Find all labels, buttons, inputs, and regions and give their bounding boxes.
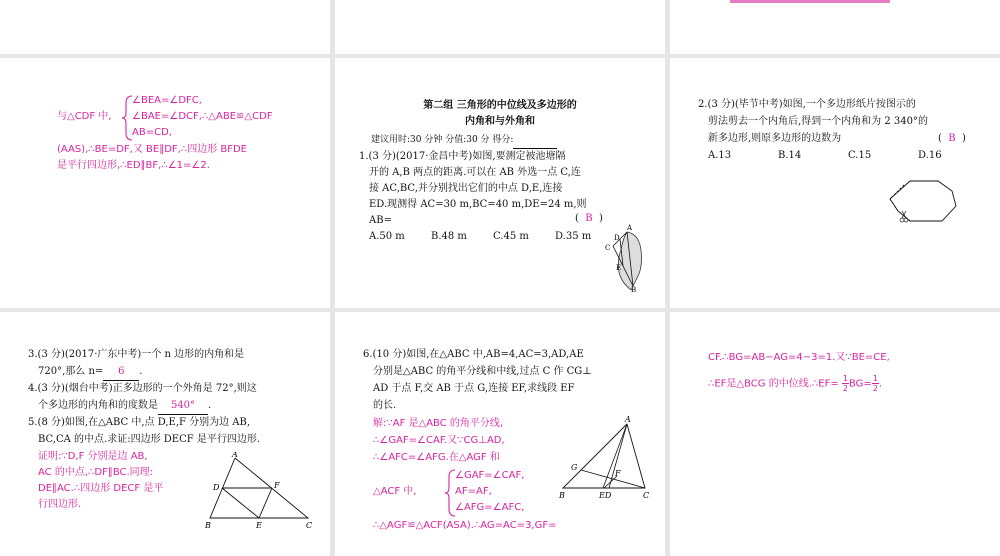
q6-brace-3: ∠AFG=∠AFC, <box>455 502 525 513</box>
fig5-label-a: A <box>232 452 238 459</box>
meta-line: 建议用时:30 分钟 分值:30 分 得分: <box>371 132 557 149</box>
q1-line-2: 开的 A,B 两点的距离.可以在 AB 外选一点 C,连 <box>369 167 581 178</box>
q1-answer: B <box>585 213 593 224</box>
q5-proof-2: AC 的中点,∴DF∥BC.同理: <box>38 467 154 478</box>
p4-line1-prefix: 与△CDF 中, <box>57 111 112 122</box>
q1-line-1: 1.(3 分)(2017·金昌中考)如图,要测定被池塘隔 <box>359 151 566 162</box>
fig5-label-d: D <box>213 483 220 492</box>
q5-proof-1: 证明:∵D,F 分别是边 AB, <box>38 451 148 462</box>
q6-sol-3: ∴∠AFC=∠AFG.在△AGF 和 <box>373 452 500 463</box>
fraction-2: $\frac{1}{2}$ <box>872 374 878 393</box>
fig6-label-f: F <box>615 469 621 478</box>
q2-option-b: B.14 <box>778 150 802 161</box>
panel-p4 <box>0 58 330 308</box>
pond-figure <box>597 220 657 292</box>
fig6-label-ed: ED <box>599 491 612 500</box>
q3-line-2: 720°,那么 n= 6 . <box>38 364 142 381</box>
q1-answer-bracket: ( B ) <box>575 213 603 224</box>
q4-answer: 540° <box>158 398 208 415</box>
q2-line-2: 剪法剪去一个内角后,得到一个内角和为 2 340°的 <box>708 116 928 127</box>
q1-line-4: ED.现测得 AC=30 m,BC=40 m,DE=24 m,则 <box>369 199 587 210</box>
q6-line-1: 6.(10 分)如图,在△ABC 中,AB=4,AC=3,AD,AE <box>363 349 584 360</box>
q1-option-a: A.50 m <box>369 231 405 242</box>
fig1-label-a: A <box>627 224 633 232</box>
q2-line-1: 2.(3 分)(毕节中考)如图,一个多边形纸片按图示的 <box>698 99 916 110</box>
panel-p5 <box>335 58 665 308</box>
q6-sol-1: 解:∵AF 是△ABC 的角平分线, <box>373 418 504 429</box>
q1-option-b: B.48 m <box>431 231 467 242</box>
fig5-label-b: B <box>205 521 211 530</box>
p4-brace-1: ∠BEA=∠DFC, <box>132 95 202 106</box>
q2-line-3: 新多边形,则原多边形的边数为 <box>708 133 842 144</box>
fig6-label-g: G <box>571 463 578 472</box>
fig1-label-b: B <box>631 286 637 292</box>
p4-line3: 是平行四边形,∴ED∥BF,∴∠1=∠2. <box>57 160 210 171</box>
q1-option-c: C.45 m <box>493 231 529 242</box>
p9-line1: CF.∴BG=AB−AG=4−3=1.又∵BE=CE, <box>708 352 890 363</box>
q4-line-2: 个多边形的内角和的度数是 540° . <box>38 398 211 415</box>
panel-p9 <box>670 312 1000 556</box>
panel-p8 <box>335 312 665 556</box>
fig1-label-c: C <box>605 244 611 252</box>
p4-brace-3: AB=CD, <box>132 127 172 138</box>
fig6-label-c: C <box>643 491 650 500</box>
fig5-label-c: C <box>306 521 313 530</box>
fig1-label-d: D <box>614 234 620 242</box>
panel-p6 <box>670 58 1000 308</box>
fig5-label-e: E <box>256 521 262 530</box>
fig6-label-b: B <box>559 491 565 500</box>
q5-proof-4: 行四边形. <box>38 499 82 510</box>
q2-option-c: C.15 <box>848 150 872 161</box>
q1-line-3: 接 AC,BC,并分别找出它们的中点 D,E,连接 <box>369 183 563 194</box>
q6-sol-brace-prefix: △ACF 中, <box>373 486 417 497</box>
q6-line-4: 的长. <box>373 400 397 411</box>
q6-sol-last: ∴△AGF≌△ACF(ASA).∴AG=AC=3,GF= <box>373 520 557 531</box>
q6-line-2: 分别是△ABC 的角平分线和中线,过点 C 作 CG⊥ <box>373 366 592 377</box>
top-right-panel <box>670 0 1000 54</box>
triangle-agf-figure <box>553 412 657 502</box>
fig6-label-a: A <box>625 415 631 424</box>
q6-line-3: AD 于点 F,交 AB 于点 G,连接 EF,求线段 EF <box>373 383 575 394</box>
cropped-formula-fragment <box>670 0 1000 6</box>
section-title-1: 第二组 三角形的中位线及多边形的 <box>423 100 577 111</box>
top-left-panel <box>0 0 330 54</box>
triangle-dfec-figure <box>200 452 320 532</box>
fraction-1: $\frac{1}{2}$ <box>842 374 848 393</box>
q6-brace-2: AF=AF, <box>455 486 492 497</box>
section-title-2: 内角和与外角和 <box>465 116 535 127</box>
q3-line-1: 3.(3 分)(2017·广东中考)一个 n 边形的内角和是 <box>28 349 245 360</box>
p9-line2: ∴EF是△BCG 的中位线.∴EF= $\frac{1}{2}$ BG= $\frac{1}{2}$ . <box>708 374 883 393</box>
q4-line-1: 4.(3 分)(烟台中考)正多边形的一个外角是 72°,则这 <box>28 383 257 394</box>
q5-proof-3: DE∥AC.∴四边形 DECF 是平 <box>38 483 164 494</box>
p4-line2: (AAS),∴BE=DF,又 BE∥DF,∴四边形 BFDE <box>57 144 247 155</box>
polygon-figure <box>880 173 970 229</box>
q5-line-2: BC,CA 的中点.求证:四边形 DECF 是平行四边形. <box>38 434 261 445</box>
top-middle-panel <box>335 0 665 54</box>
fig5-label-f: F <box>274 481 280 490</box>
q6-brace-1: ∠GAF=∠CAF, <box>455 470 525 481</box>
q2-answer-bracket: ( B ) <box>938 133 966 144</box>
q2-option-d: D.16 <box>918 150 942 161</box>
q6-sol-2: ∴∠GAF=∠CAF.又∵CG⊥AD, <box>373 435 505 446</box>
panel-p7 <box>0 312 330 556</box>
q5-line-1: 5.(8 分)如图,在△ABC 中,点 D,E,F 分别为边 AB, <box>28 417 251 428</box>
q2-option-a: A.13 <box>708 150 732 161</box>
q3-answer: 6 <box>103 364 139 381</box>
fig1-label-e: E <box>616 264 622 272</box>
q2-answer: B <box>948 133 956 144</box>
q1-line-5: AB= <box>369 215 392 226</box>
p4-brace-2: ∠BAE=∠DCF,∴△ABE≌△CDF <box>132 111 273 122</box>
q1-option-d: D.35 m <box>555 231 592 242</box>
